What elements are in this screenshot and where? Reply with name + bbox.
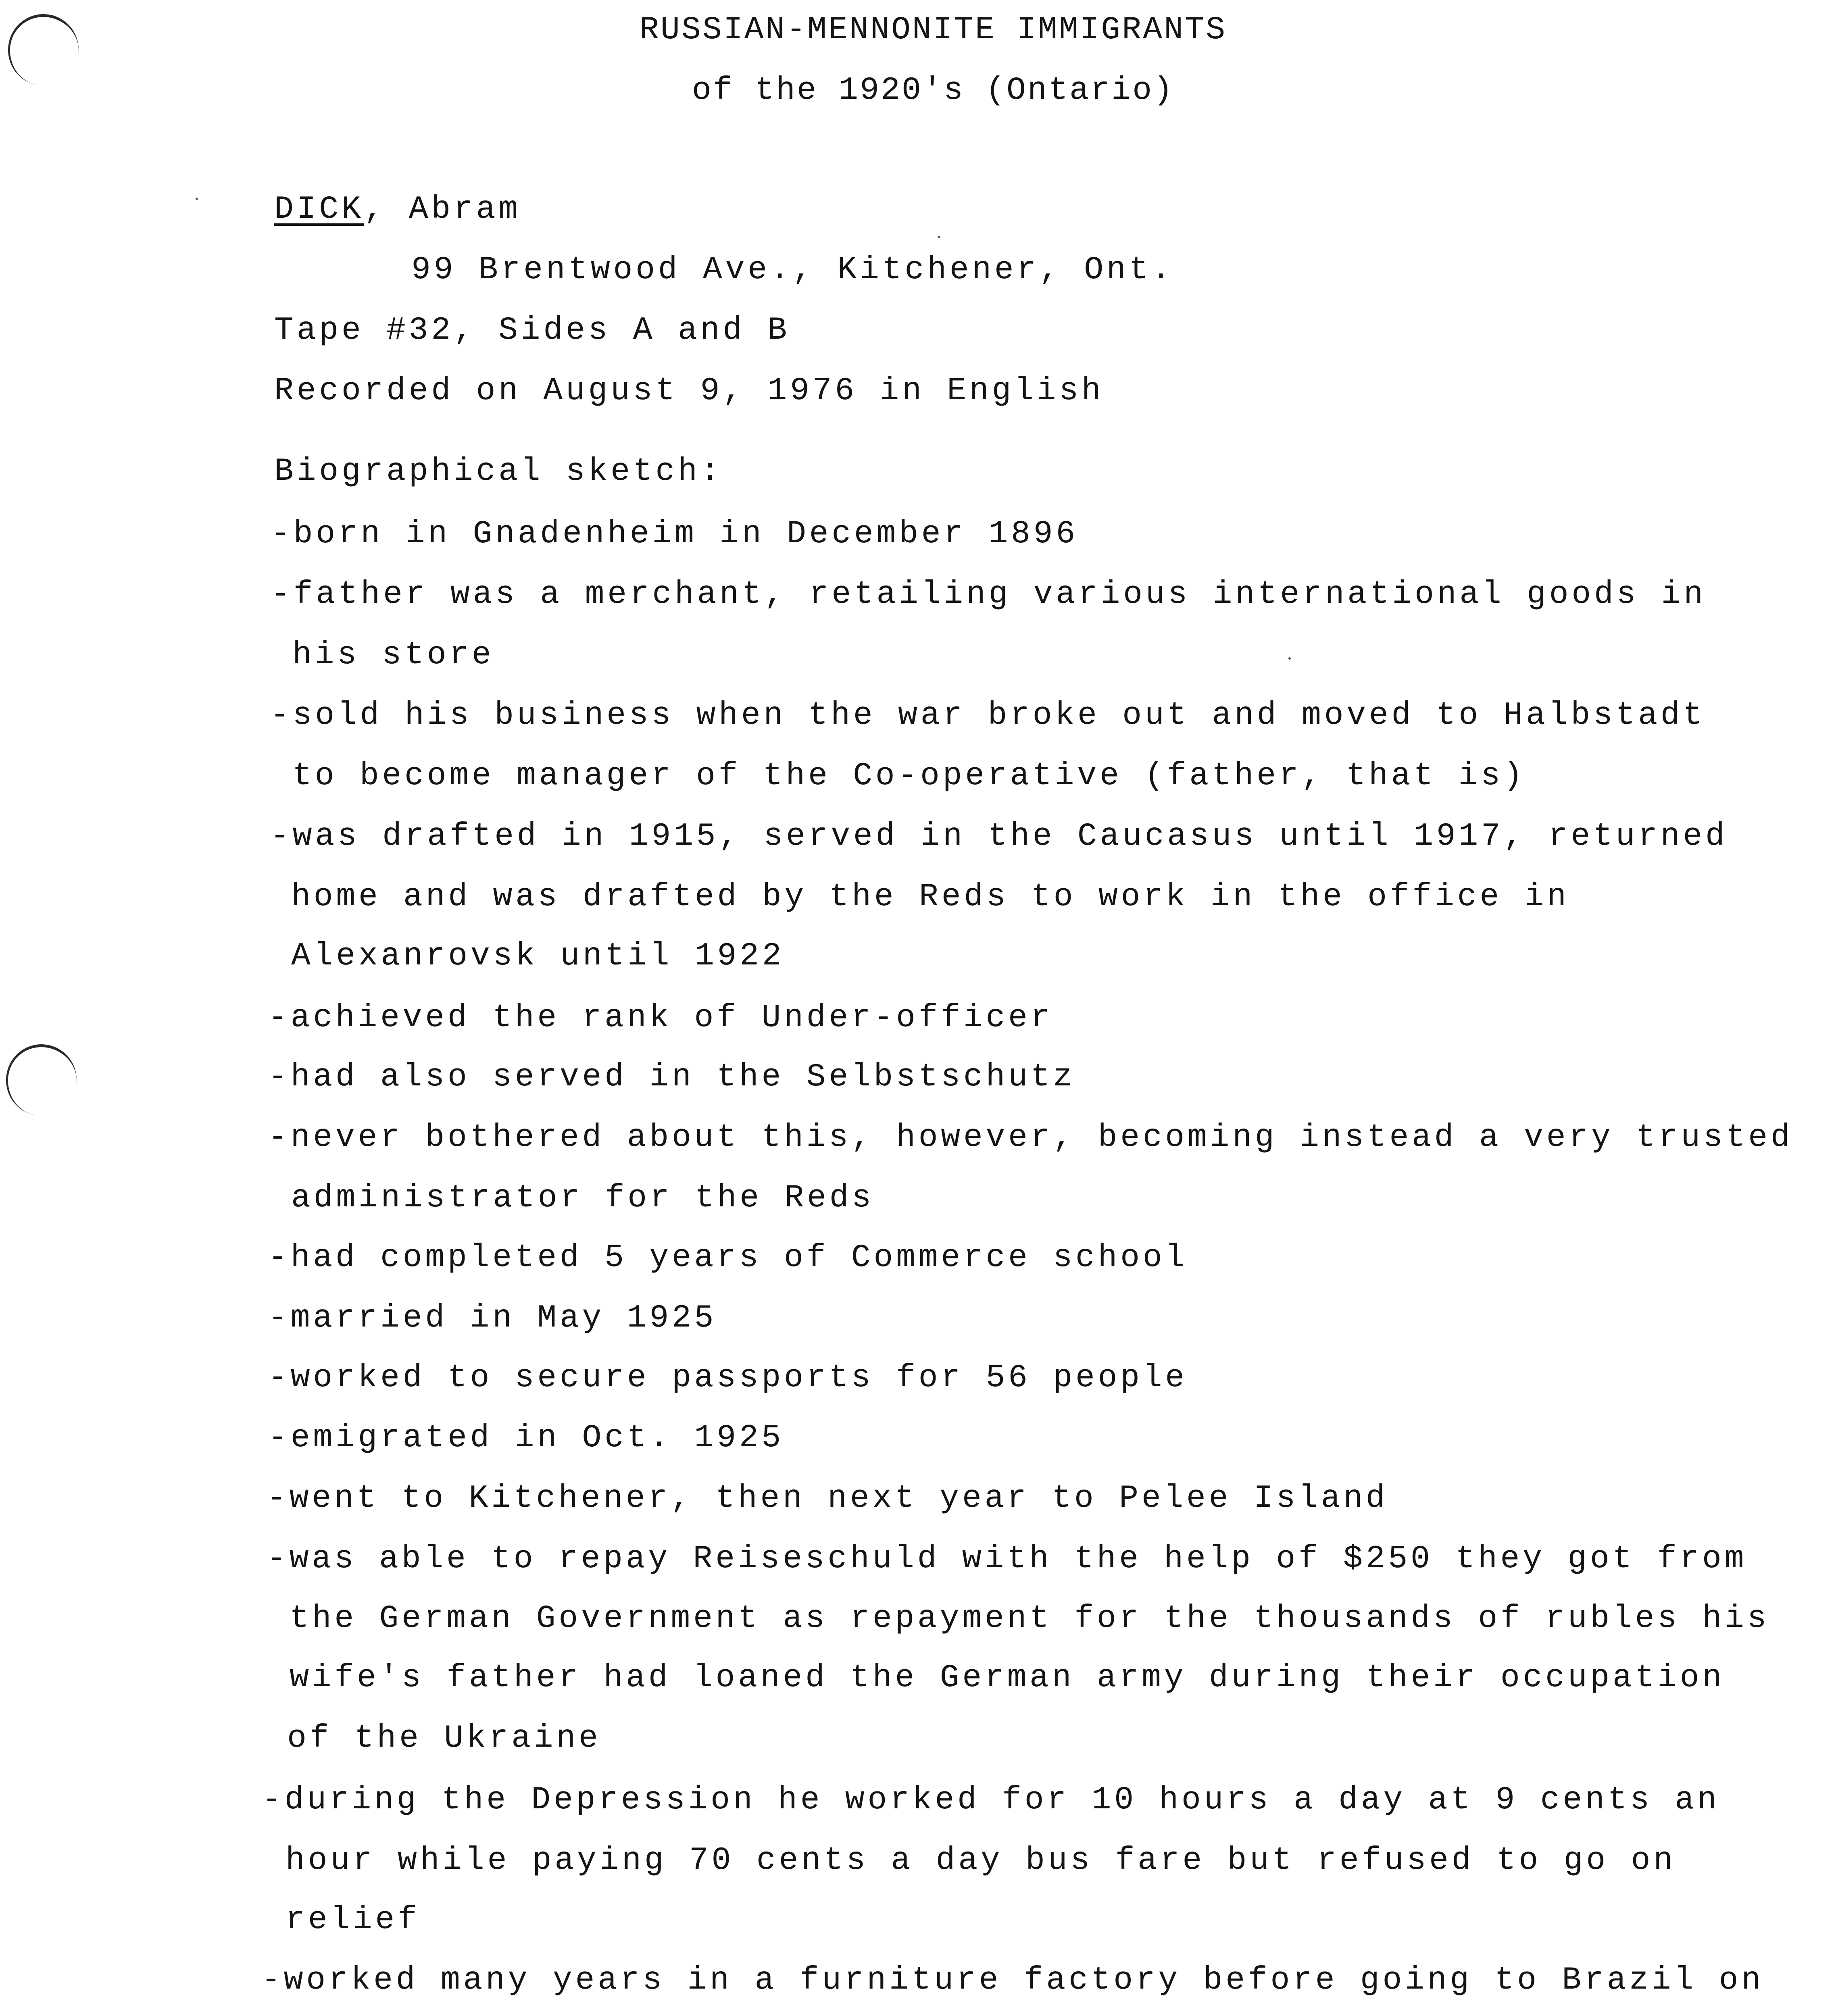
tape-info: Tape #32, Sides A and B xyxy=(274,312,790,349)
sketch-line: -born in Gnadenheim in December 1896 xyxy=(271,516,1078,552)
sketch-line: -married in May 1925 xyxy=(268,1300,717,1337)
sketch-line: -worked many years in a furniture factory before going to Brazil on xyxy=(261,1962,1764,1999)
subject-surname: DICK xyxy=(274,191,364,228)
sketch-line: home and was drafted by the Reds to work in the office in xyxy=(291,879,1569,915)
sketch-line: -was drafted in 1915, served in the Caucasus until 1917, returned xyxy=(270,818,1728,855)
sketch-line: the German Government as repayment for the thousands of rubles his xyxy=(290,1600,1770,1637)
sketch-line: wife's father had loaned the German army during their occupation xyxy=(290,1660,1725,1696)
sketch-line: -worked to secure passports for 56 people xyxy=(268,1360,1188,1396)
subject-address: 99 Brentwood Ave., Kitchener, Ont. xyxy=(411,252,1174,288)
sketch-line: hour while paying 70 cents a day bus fare but refused to go on xyxy=(286,1842,1676,1879)
ink-speck xyxy=(1288,657,1291,660)
sketch-line: of the Ukraine xyxy=(287,1720,601,1757)
sketch-line: -went to Kitchener, then next year to Pelee Island xyxy=(267,1480,1388,1517)
sketch-heading: Biographical sketch: xyxy=(274,453,723,490)
sketch-line: his store xyxy=(292,637,494,673)
sketch-line: -never bothered about this, however, becoming instead a very trusted xyxy=(268,1119,1793,1156)
subject-given-name: , Abram xyxy=(364,191,521,228)
ink-speck xyxy=(938,236,940,238)
sketch-line: -father was a merchant, retailing various international goods in xyxy=(271,576,1706,613)
recording-info: Recorded on August 9, 1976 in English xyxy=(274,373,1104,409)
document-title-line1: RUSSIAN-MENNONITE IMMIGRANTS xyxy=(639,12,1227,48)
punch-hole-mark-middle xyxy=(2,1040,81,1120)
sketch-line: relief xyxy=(286,1901,420,1938)
sketch-line: administrator for the Reds xyxy=(291,1180,874,1216)
sketch-line: -achieved the rank of Under-officer xyxy=(268,1000,1053,1036)
document-title-line2: of the 1920's (Ontario) xyxy=(692,72,1175,109)
sketch-line: -had also served in the Selbstschutz xyxy=(268,1059,1075,1095)
ink-speck xyxy=(196,198,198,200)
sketch-line: -emigrated in Oct. 1925 xyxy=(268,1420,784,1456)
sketch-line: -during the Depression he worked for 10 hours a day at 9 cents an xyxy=(262,1782,1720,1818)
subject-name xyxy=(274,190,521,230)
sketch-line: Alexanrovsk until 1922 xyxy=(291,938,785,975)
sketch-line: to become manager of the Co-operative (father, that is) xyxy=(292,758,1526,794)
sketch-line: -had completed 5 years of Commerce school xyxy=(268,1239,1188,1276)
sketch-line: -sold his business when the war broke out and moved to Halbstadt xyxy=(270,697,1705,734)
sketch-line: -was able to repay Reiseschuld with the help of $250 they got from xyxy=(267,1541,1747,1577)
